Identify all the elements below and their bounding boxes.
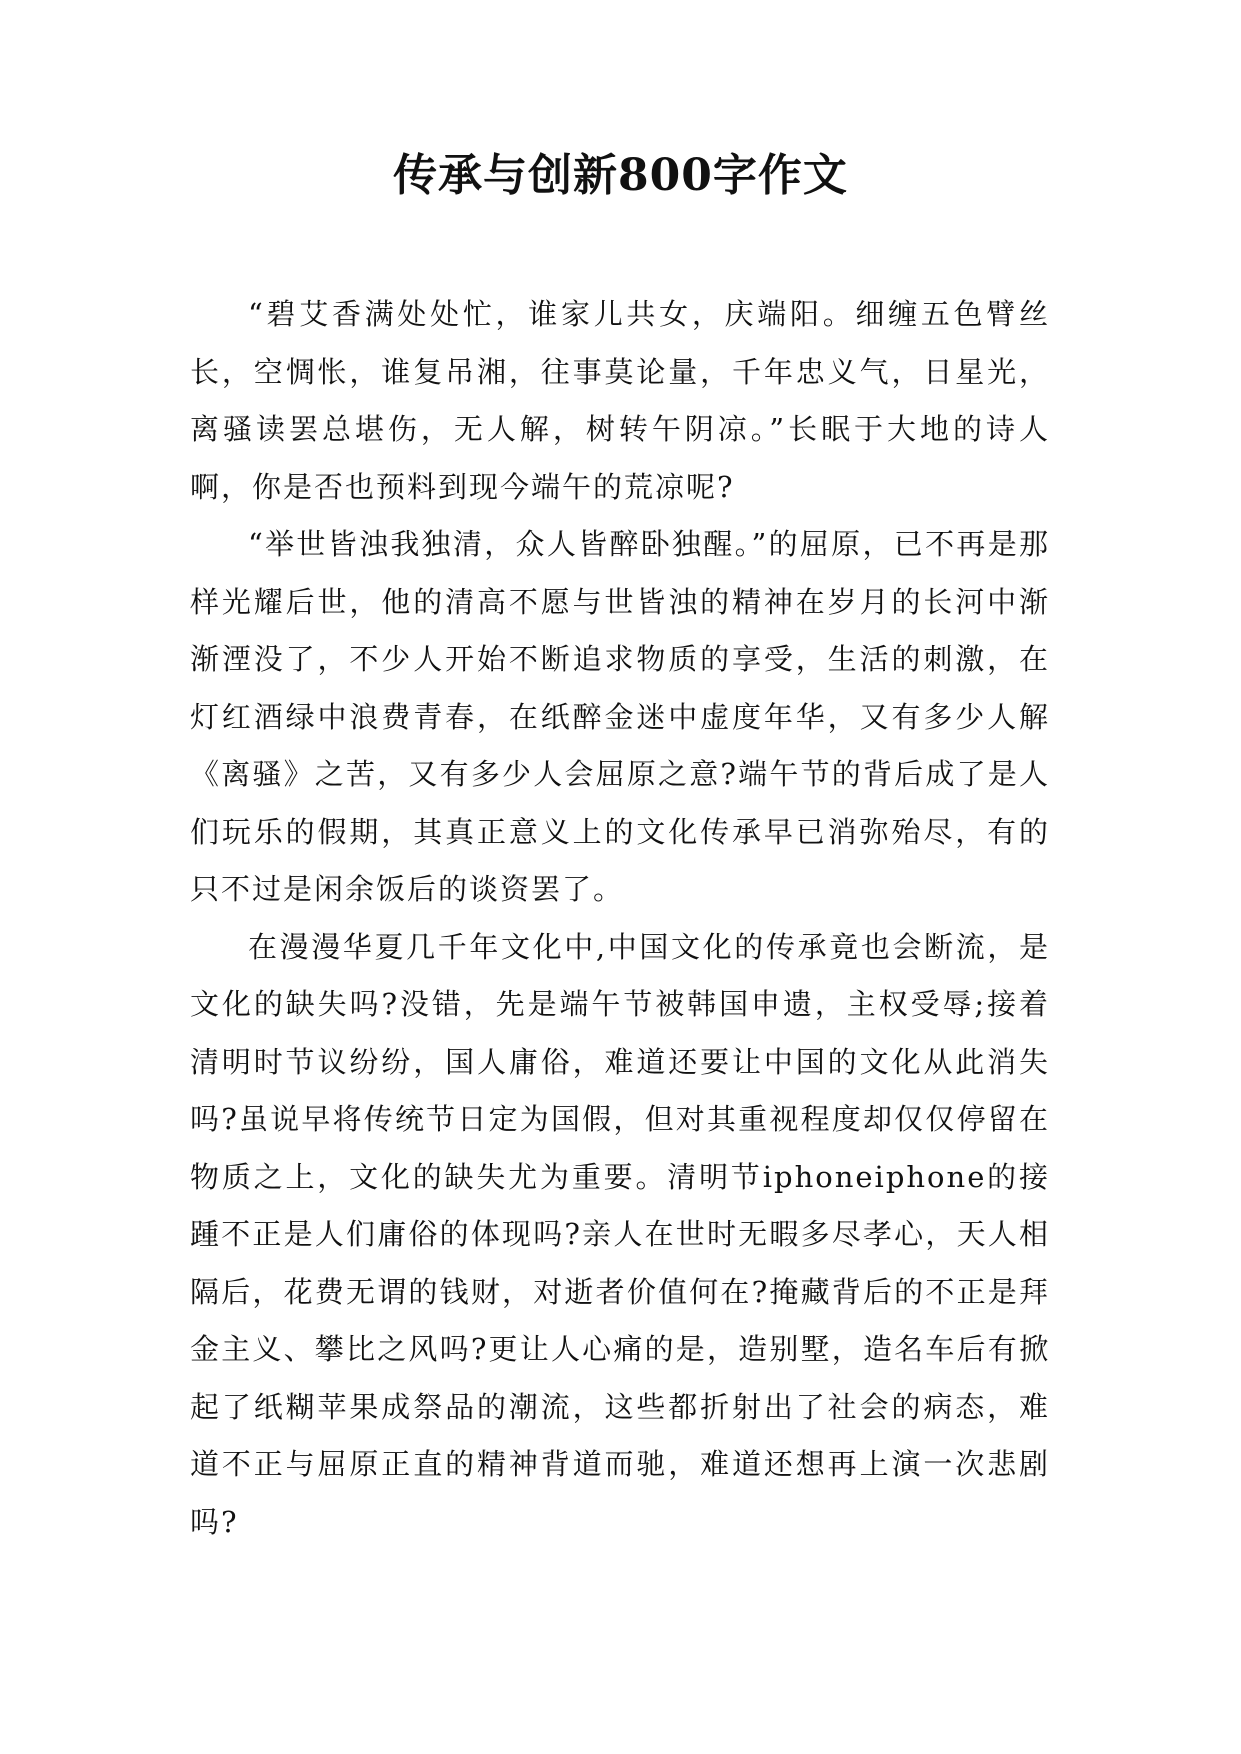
paragraph-2: “举世皆浊我独清，众人皆醉卧独醒。”的屈原，已不再是那样光耀后世，他的清高不愿与世皆浊的精神在岁月的长河中渐渐湮没了，不少人开始不断追求物质的享受，生活的刺激，在灯红酒绿中浪费青春，在纸醉金迷中虚度年华，又有多少人解《离骚》之苦，又有多少人会屈原之意?端午节的背后成了是人们玩乐的假期，其真正意义上的文化传承早已消弥殆尽，有的只不过是闲余饭后的谈资罢了。 [190,527,1050,906]
document-body [190,286,1050,1551]
paragraph-1: “碧艾香满处处忙，谁家儿共女，庆端阳。细缠五色臂丝长，空惆怅，谁复吊湘，往事莫论量，千年忠义气，日星光，离骚读罢总堪伤，无人解，树转午阴凉。”长眠于大地的诗人啊，你是否也预料到现今端午的荒凉呢? [190,297,1050,504]
paragraph-3: 在漫漫华夏几千年文化中,中国文化的传承竟也会断流，是文化的缺失吗?没错，先是端午节被韩国申遗，主权受辱;接着清明时节议纷纷，国人庸俗，难道还要让中国的文化从此消失吗?虽说早将传统节日定为国假，但对其重视程度却仅仅停留在物质之上，文化的缺失尤为重要。清明节iphoneiphone的接踵不正是人们庸俗的体现吗?亲人在世时无暇多尽孝心，天人相隔后，花费无谓的钱财，对逝者价值何在?掩藏背后的不正是拜金主义、攀比之风吗?更让人心痛的是，造别墅，造名车后有掀起了纸糊苹果成祭品的潮流，这些都折射出了社会的病态，难道不正与屈原正直的精神背道而驰，难道还想再上演一次悲剧吗? [190,929,1050,1539]
document-title: 传承与创新800字作文 [393,150,848,201]
